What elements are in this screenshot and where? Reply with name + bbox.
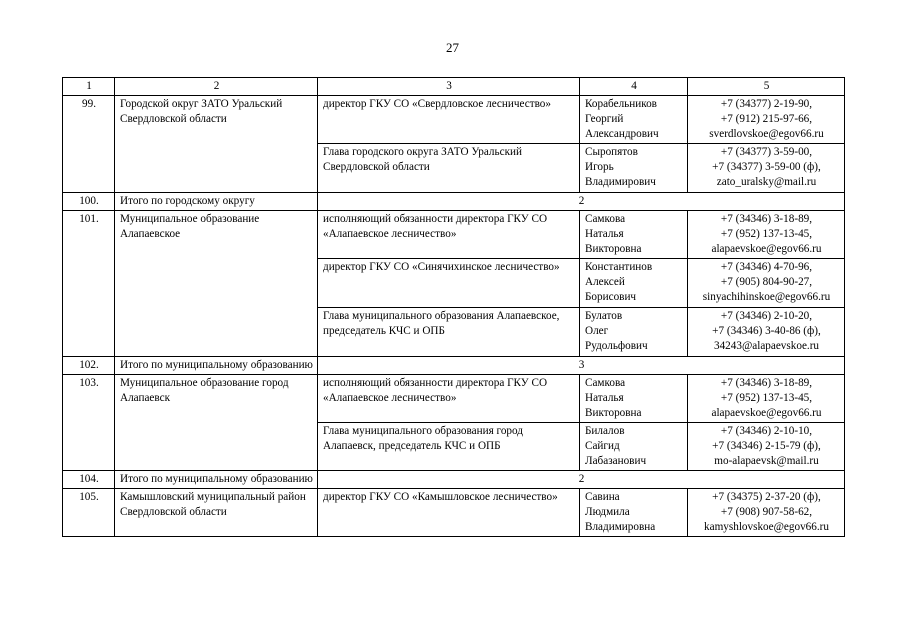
header-cell: 2 [115,78,318,96]
contacts-cell [688,375,845,423]
surname: Самкова [585,213,626,225]
phone: +7 (34377) 3-59-00, [720,146,813,158]
row-number: 103. [63,375,115,471]
person-name-cell [580,308,688,357]
row-number: 101. [63,211,115,357]
total-label: Итого по городскому округу [115,193,318,211]
contacts-cell [688,144,845,193]
phone: +7 (34346) 4-70-96, [720,261,813,273]
phone: +7 (34346) 2-10-10, [720,425,813,437]
table-row [63,471,845,489]
entity-name: Муниципальное образование город Алапаевск [115,375,318,471]
first-name: Олег [585,325,609,337]
email: 34243@alapaevskoe.ru [713,340,820,352]
position-cell: директор ГКУ СО «Синячихинское лесничество» [318,259,580,308]
phone: +7 (34346) 2-15-79 (ф), [712,440,821,452]
total-value: 2 [318,471,845,489]
table-row [63,96,845,144]
email: kamyshlovskoe@egov66.ru [704,521,829,533]
position-cell: директор ГКУ СО «Камышловское лесничество» [318,489,580,537]
header-cell: 5 [688,78,845,96]
table-row [63,489,845,537]
phone: +7 (34346) 3-18-89, [720,213,813,225]
first-name: Наталья [585,392,624,404]
contacts-table [62,77,845,537]
phone: +7 (908) 907-58-62, [720,506,813,518]
total-value: 2 [318,193,845,211]
phone: +7 (34346) 3-40-86 (ф), [712,325,821,337]
email: sinyachihinskoe@egov66.ru [702,291,831,303]
phone: +7 (952) 137-13-45, [720,392,813,404]
table-row [63,211,845,259]
patronymic: Владимирович [585,176,656,188]
person-name-cell [580,259,688,308]
contacts-cell [688,96,845,144]
person-name-cell [580,211,688,259]
page-number: 27 [446,40,459,55]
contacts-cell [688,489,845,537]
patronymic: Лабазанович [585,455,647,467]
first-name: Игорь [585,161,614,173]
table-row [63,375,845,423]
row-number: 102. [63,357,115,375]
phone: +7 (34346) 2-10-20, [720,310,813,322]
phone: +7 (34377) 3-59-00 (ф), [712,161,821,173]
position-cell: Глава муниципального образования Алапаевское, председатель КЧС и ОПБ [318,308,580,357]
position-cell: Глава муниципального образования город Алапаевск, председатель КЧС и ОПБ [318,423,580,471]
person-name-cell [580,375,688,423]
email: sverdlovskoe@egov66.ru [709,128,824,140]
email: mo-alapaevsk@mail.ru [714,455,819,467]
surname: Булатов [585,310,623,322]
entity-name: Камышловский муниципальный район Свердловской области [115,489,318,537]
patronymic: Викторовна [585,243,642,255]
patronymic: Владимировна [585,521,656,533]
phone: +7 (34375) 2-37-20 (ф), [712,491,821,503]
table-row [63,357,845,375]
total-value: 3 [318,357,845,375]
entity-name: Городской округ ЗАТО Уральский Свердловской области [115,96,318,193]
header-cell: 1 [63,78,115,96]
position-cell: Глава городского округа ЗАТО Уральский Свердловской области [318,144,580,193]
person-name-cell [580,489,688,537]
position-cell: исполняющий обязанности директора ГКУ СО «Алапаевское лесничество» [318,211,580,259]
table-row [63,193,845,211]
patronymic: Викторовна [585,407,642,419]
surname: Билалов [585,425,625,437]
patronymic: Александрович [585,128,659,140]
phone: +7 (34346) 3-18-89, [720,377,813,389]
row-number: 105. [63,489,115,537]
table-header-row [63,78,845,96]
surname: Савина [585,491,620,503]
total-label: Итого по муниципальному образованию [115,357,318,375]
phone: +7 (905) 804-90-27, [720,276,813,288]
email: zato_uralsky@mail.ru [716,176,817,188]
email: alapaevskoe@egov66.ru [711,243,822,255]
row-number: 99. [63,96,115,193]
position-cell: директор ГКУ СО «Свердловское лесничество» [318,96,580,144]
person-name-cell [580,423,688,471]
contacts-cell [688,211,845,259]
entity-name: Муниципальное образование Алапаевское [115,211,318,357]
contacts-cell [688,308,845,357]
header-cell: 4 [580,78,688,96]
surname: Корабельников [585,98,657,110]
total-label: Итого по муниципальному образованию [115,471,318,489]
phone: +7 (34377) 2-19-90, [720,98,813,110]
person-name-cell [580,96,688,144]
phone: +7 (952) 137-13-45, [720,228,813,240]
patronymic: Рудольфович [585,340,648,352]
contacts-cell [688,423,845,471]
first-name: Наталья [585,228,624,240]
first-name: Людмила [585,506,630,518]
email: alapaevskoe@egov66.ru [711,407,822,419]
position-cell: исполняющий обязанности директора ГКУ СО «Алапаевское лесничество» [318,375,580,423]
person-name-cell [580,144,688,193]
header-cell: 3 [318,78,580,96]
contacts-cell [688,259,845,308]
surname: Константинов [585,261,653,273]
surname: Сыропятов [585,146,638,158]
first-name: Сайгид [585,440,620,452]
row-number: 104. [63,471,115,489]
patronymic: Борисович [585,291,637,303]
phone: +7 (912) 215-97-66, [720,113,813,125]
row-number: 100. [63,193,115,211]
first-name: Алексей [585,276,625,288]
first-name: Георгий [585,113,624,125]
surname: Самкова [585,377,626,389]
